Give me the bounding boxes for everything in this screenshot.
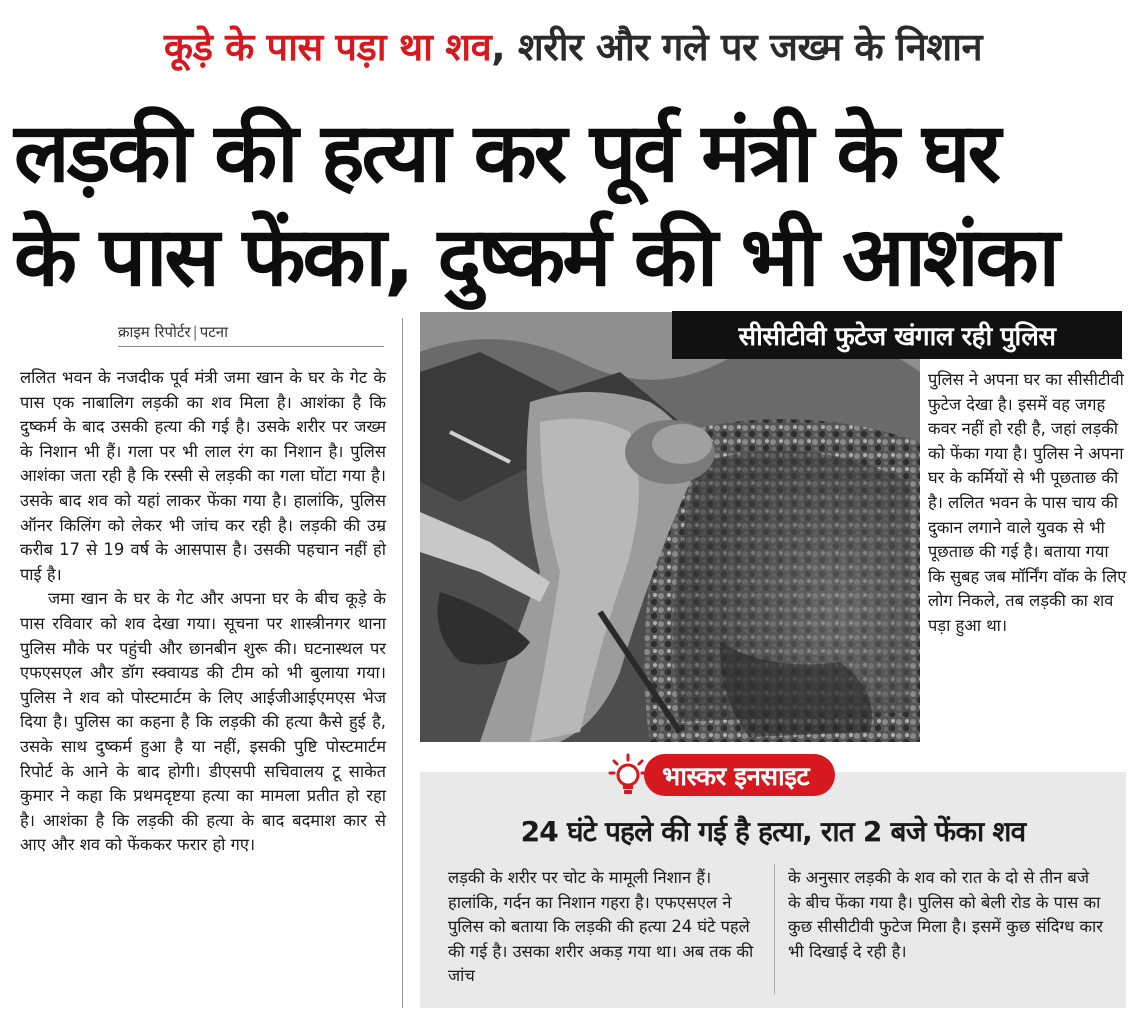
main-headline — [14, 102, 1134, 310]
crime-scene-photo — [420, 312, 920, 742]
kicker-rest-text: , शरीर और गले पर जख्म के निशान — [491, 25, 983, 69]
column-divider — [402, 318, 403, 1008]
byline-city: पटना — [199, 323, 228, 341]
insight-column-2 — [788, 866, 1106, 964]
kicker-red-text: कूड़े के पास पड़ा था शव — [163, 25, 492, 69]
insight-badge — [608, 752, 835, 798]
photo-illustration — [420, 312, 920, 742]
cctv-column — [928, 368, 1128, 639]
insight-paragraph-2: के अनुसार लड़की के शव को रात के दो से तीन बजे के बीच फेंका गया है। पुलिस को बेली रोड के पास का कुछ सीसीटीवी फुटेज मिला है। इसमें कुछ संदिग्ध कार भी दिखाई दे रही है। — [788, 868, 1103, 961]
byline-separator: | — [192, 323, 198, 341]
cctv-paragraph: पुलिस ने अपना घर का सीसीटीवी फुटेज देखा है। इसमें वह जगह कवर नहीं हो रही है, जहां लड़की को फेंका गया है। पुलिस ने अपना घर के कर्मियों से भी पूछताछ की है। ललित भवन के पास चाय की दुकान लगाने वाले युवक से भी पूछताछ की गई है। बताया गया कि सुबह जब मॉर्निंग वॉक के लिए लोग निकले, तब लड़की का शव पड़ा हुआ था। — [928, 370, 1127, 635]
cctv-banner: सीसीटीवी फुटेज खंगाल रही पुलिस — [672, 311, 1122, 359]
article-paragraph-1: ललित भवन के नजदीक पूर्व मंत्री जमा खान के घर के गेट के पास एक नाबालिग लड़की का शव मिला है। आशंका है कि दुष्कर्म के बाद उसकी हत्या की गई है। उसके शरीर पर जख्म के निशान भी हैं। गला पर भी लाल रंग का निशान है। पुलिस आशंका जता रही है कि रस्सी से लड़की का गला घोंटा गया है। उसके बाद शव को यहां लाकर फेंका गया है। हालांकि, पुलिस ऑनर किलिंग को लेकर भी जांच कर रही है। लड़की की उम्र करीब 17 से 19 वर्ष के आसपास है। उसकी पहचान नहीं हो पाई है। — [20, 368, 386, 584]
insight-column-1 — [448, 866, 760, 989]
insight-divider — [774, 864, 775, 994]
kicker-headline — [0, 20, 1146, 72]
lightbulb-icon — [608, 753, 648, 797]
headline-line-1: लड़की की हत्या कर पूर्व मंत्री के घर — [14, 106, 999, 201]
insight-badge-label: भास्कर इनसाइट — [644, 754, 835, 796]
headline-line-2: के पास फेंका, दुष्कर्म की भी आशंका — [14, 210, 1057, 305]
byline-reporter: क्राइम रिपोर्टर — [118, 323, 191, 341]
insight-paragraph-1: लड़की के शरीर पर चोट के मामूली निशान हैं। हालांकि, गर्दन का निशान गहरा है। एफएसएल ने पुलिस को बताया कि लड़की की हत्या 24 घंटे पहले की गई है। उसका शरीर अकड़ गया था। अब तक की जांच — [448, 868, 754, 986]
article-left-column — [20, 366, 386, 858]
article-paragraph-2: जमा खान के घर के गेट और अपना घर के बीच कूड़े के पास रविवार को शव देखा गया। सूचना पर शास्त्रीनगर थाना पुलिस मौके पर पहुंची और छानबीन शुरू की। घटनास्थल पर एफएसएल और डॉग स्क्वायड की टीम को भी बुलाया गया। पुलिस ने शव को पोस्टमार्टम के लिए आईजीआईएमएस भेज दिया है। पुलिस का कहना है कि लड़की की हत्या कैसे हुई है, उसके साथ दुष्कर्म हुआ है या नहीं, इसकी पुष्टि पोस्टमार्टम रिपोर्ट के आने के बाद होगी। डीएसपी सचिवालय टू साकेत कुमार ने कहा कि प्रथमदृष्टया हत्या का मामला प्रतीत हो रहा है। आशंका है कि लड़की की हत्या के बाद बदमाश कार से आए और शव को फेंककर फरार हो गए। — [20, 589, 386, 855]
insight-title: 24 घंटे पहले की गई है हत्या, रात 2 बजे फेंका शव — [520, 815, 1026, 848]
byline — [118, 318, 384, 347]
